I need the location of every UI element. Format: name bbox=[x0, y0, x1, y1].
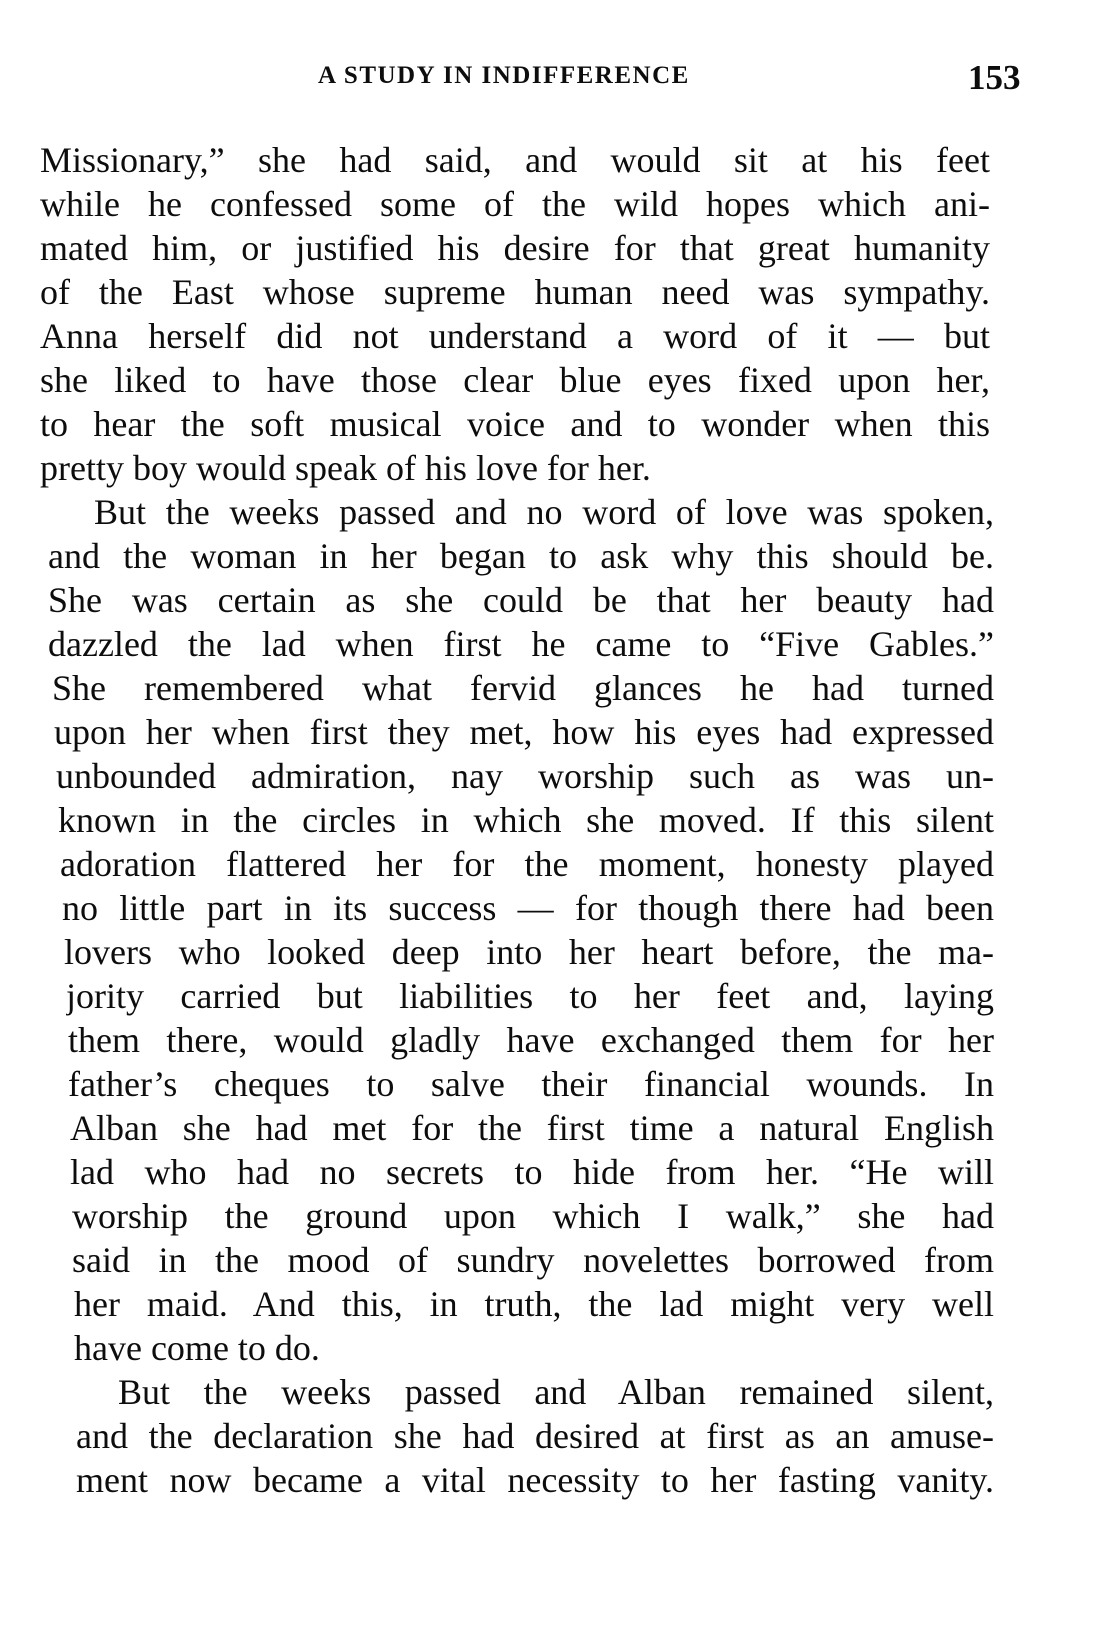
text-line: She was certain as she could be that her beauty had bbox=[48, 580, 994, 620]
text-line: dazzled the lad when first he came to “Five Gables.” bbox=[48, 624, 994, 664]
text-line: lad who had no secrets to hide from her. “He will bbox=[70, 1152, 994, 1192]
text-line: and the woman in her began to ask why this should be. bbox=[48, 536, 994, 576]
text-line: Anna herself did not understand a word of it — but bbox=[40, 316, 990, 356]
text-line: while he confessed some of the wild hopes which ani- bbox=[40, 184, 990, 224]
text-line: Alban she had met for the first time a natural English bbox=[70, 1108, 994, 1148]
text-line: But the weeks passed and no word of love was spoken, bbox=[94, 492, 994, 532]
text-line: have come to do. bbox=[74, 1328, 320, 1368]
text-line: known in the circles in which she moved. If this silent bbox=[58, 800, 994, 840]
running-title: A STUDY IN INDIFFERENCE bbox=[318, 62, 690, 89]
text-line: upon her when first they met, how his eyes had expressed bbox=[54, 712, 994, 752]
text-line: lovers who looked deep into her heart before, the ma- bbox=[64, 932, 994, 972]
text-line: But the weeks passed and Alban remained silent, bbox=[118, 1372, 994, 1412]
text-line: she liked to have those clear blue eyes fixed upon her, bbox=[40, 360, 990, 400]
text-line: worship the ground upon which I walk,” she had bbox=[72, 1196, 994, 1236]
text-line: them there, would gladly have exchanged them for her bbox=[68, 1020, 994, 1060]
running-head bbox=[0, 58, 1111, 98]
text-line: her maid. And this, in truth, the lad might very well bbox=[74, 1284, 994, 1324]
text-line: unbounded admiration, nay worship such as was un- bbox=[56, 756, 994, 796]
text-line: Missionary,” she had said, and would sit at his feet bbox=[40, 140, 990, 180]
text-line: to hear the soft musical voice and to wonder when this bbox=[40, 404, 990, 444]
text-line: jority carried but liabilities to her feet and, laying bbox=[66, 976, 994, 1016]
text-line: ment now became a vital necessity to her fasting vanity. bbox=[76, 1460, 994, 1500]
text-line: adoration flattered her for the moment, honesty played bbox=[60, 844, 994, 884]
text-line: mated him, or justified his desire for that great humanity bbox=[40, 228, 990, 268]
text-line: father’s cheques to salve their financial wounds. In bbox=[68, 1064, 994, 1104]
text-line: of the East whose supreme human need was sympathy. bbox=[40, 272, 990, 312]
text-line: no little part in its success — for though there had been bbox=[62, 888, 994, 928]
text-line: She remembered what fervid glances he had turned bbox=[52, 668, 994, 708]
text-line: said in the mood of sundry novelettes borrowed from bbox=[72, 1240, 994, 1280]
page-number: 153 bbox=[968, 58, 1021, 97]
text-line: and the declaration she had desired at first as an amuse- bbox=[76, 1416, 994, 1456]
text-line: pretty boy would speak of his love for her. bbox=[40, 448, 651, 488]
